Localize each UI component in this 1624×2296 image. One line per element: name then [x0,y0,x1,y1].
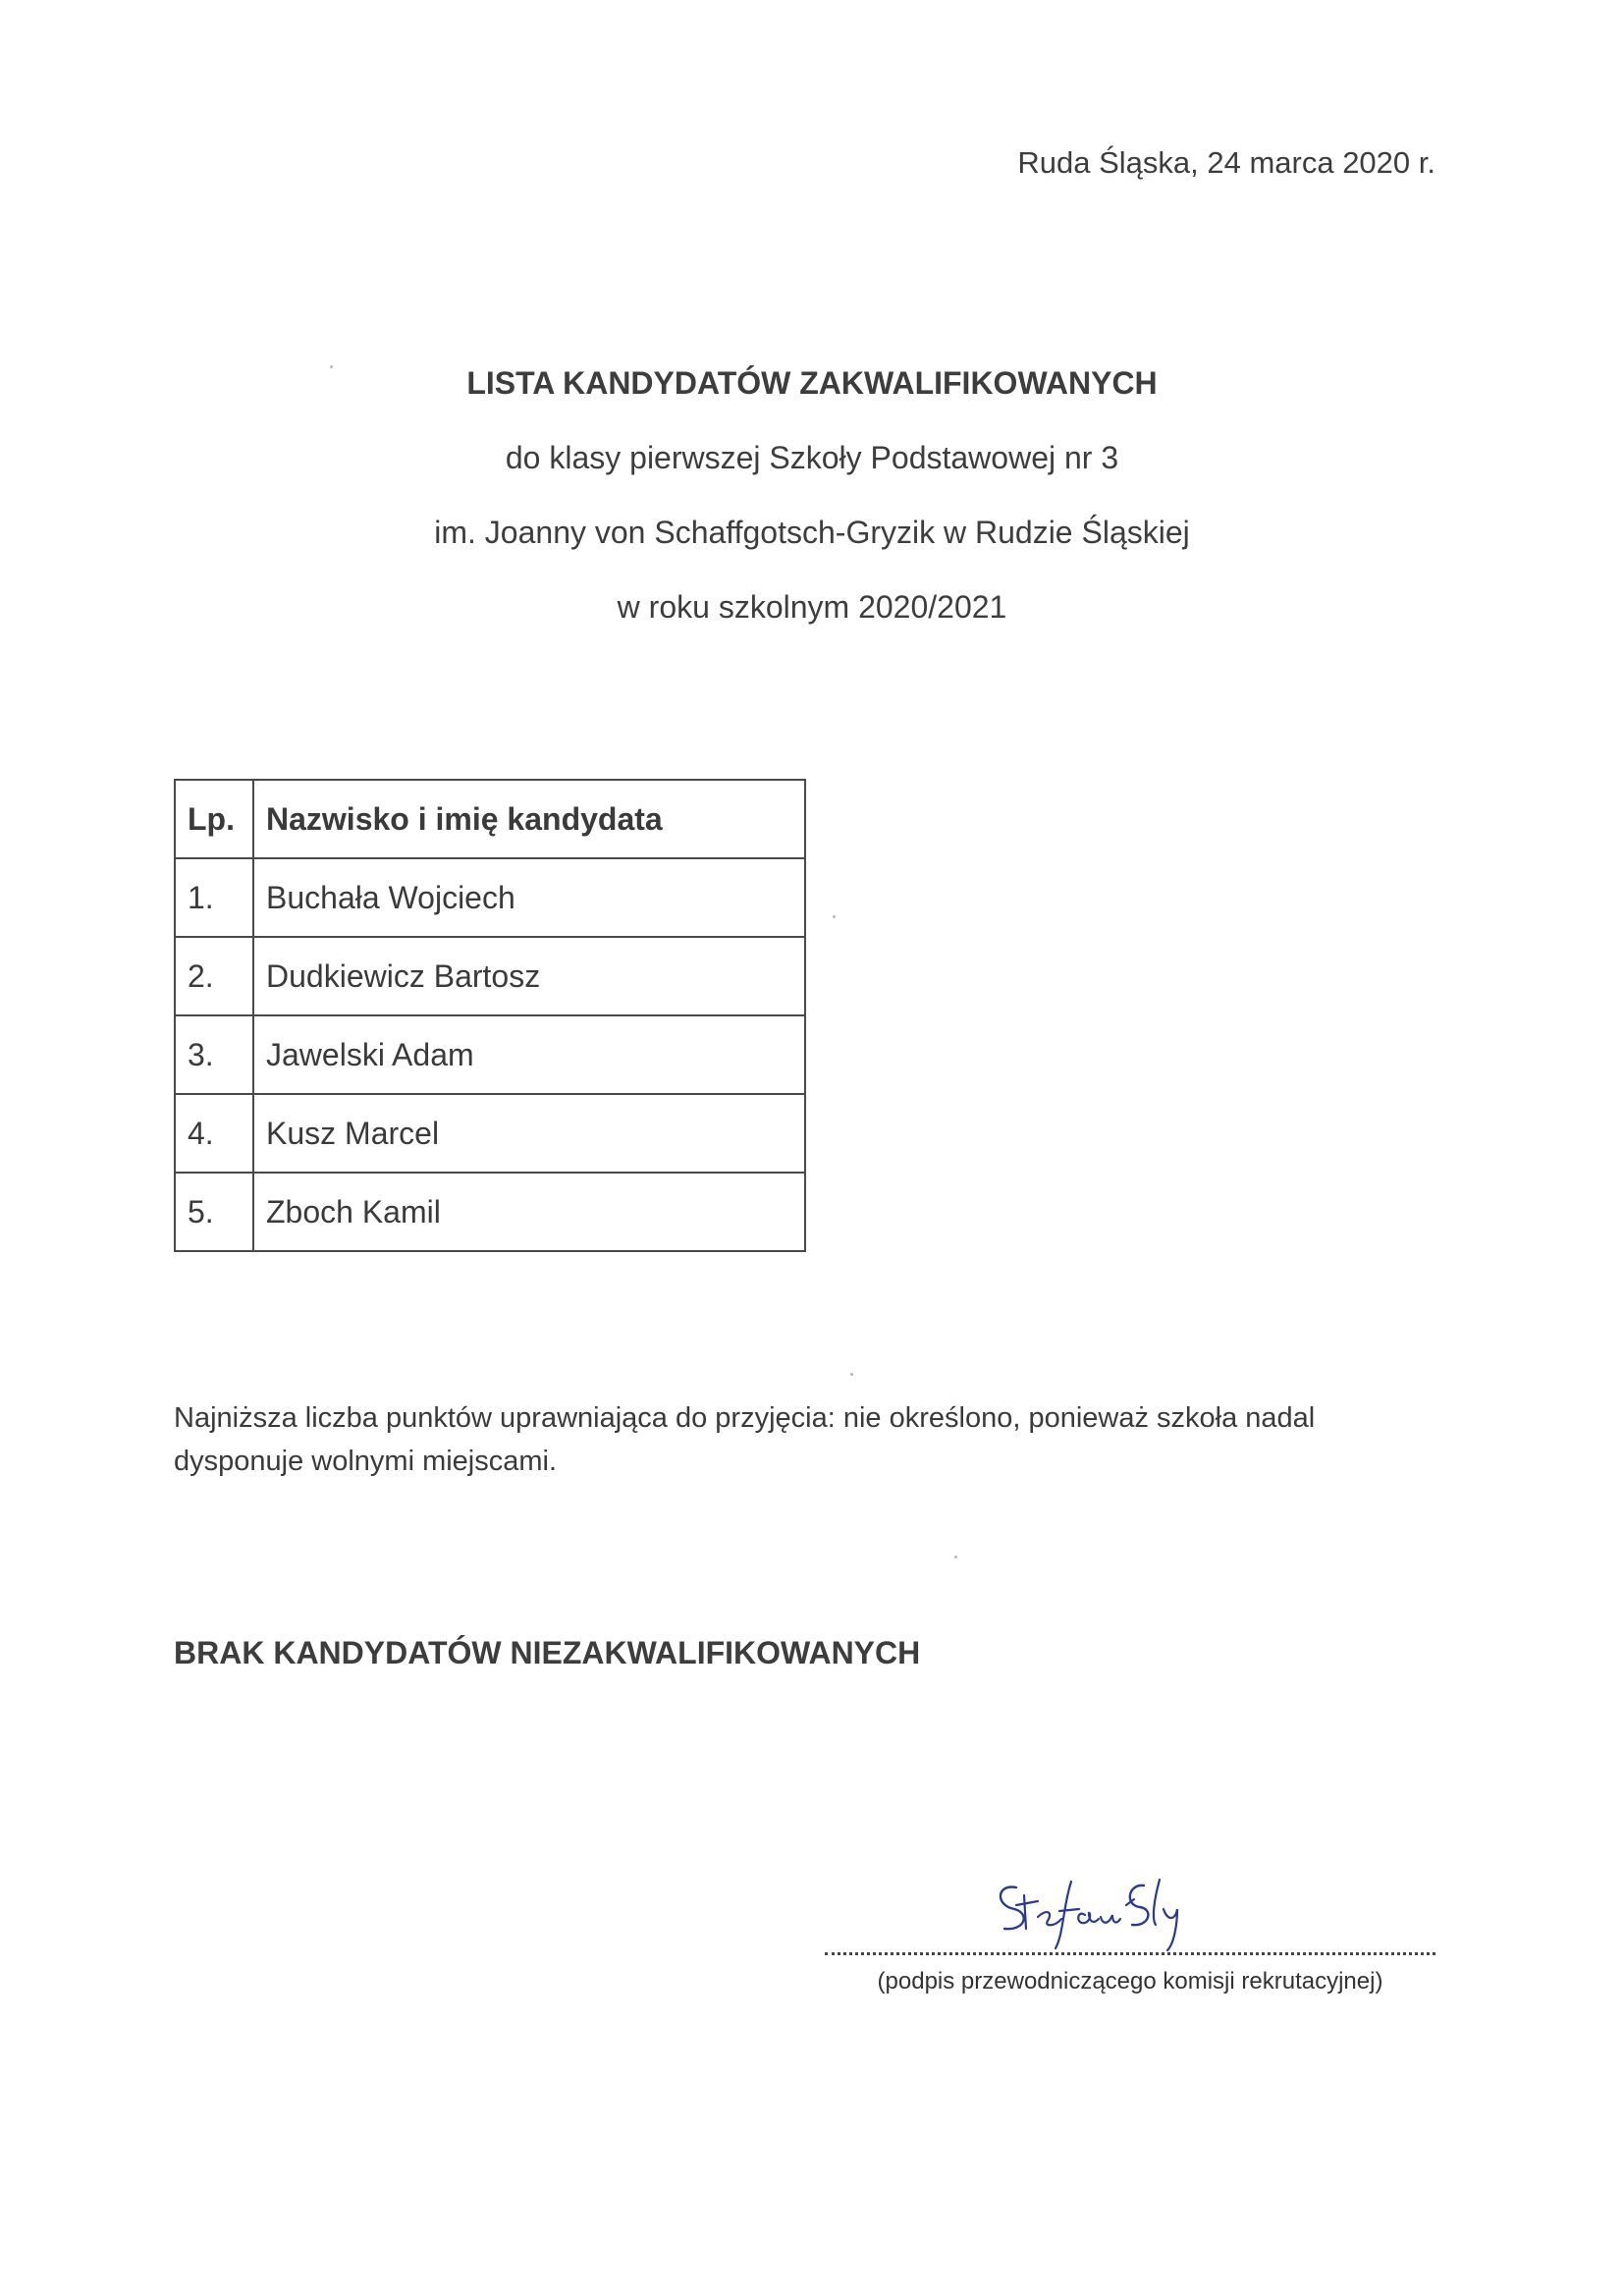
candidates-table [174,779,806,1252]
row-number: 2. [175,937,253,1015]
header-line-school: im. Joanny von Schaffgotsch-Gryzik w Rudzie Śląskiej [434,515,1190,550]
signature-block [825,1866,1435,2013]
signature-line [825,1952,1435,1955]
candidate-name: Dudkiewicz Bartosz [253,937,805,1015]
table-row [175,1094,805,1173]
table-row [175,858,805,937]
place-and-date: Ruda Śląska, 24 marca 2020 r. [1017,145,1435,180]
scan-speck [833,915,836,918]
no-rejected-candidates: BRAK KANDYDATÓW NIEZAKWALIFIKOWANYCH [174,1635,921,1670]
candidate-name: Jawelski Adam [253,1015,805,1094]
table-header-row [175,780,805,858]
scan-speck [954,1556,957,1558]
row-number: 1. [175,858,253,937]
candidate-name: Kusz Marcel [253,1094,805,1173]
row-number: 4. [175,1094,253,1173]
header-line-year: w roku szkolnym 2020/2021 [617,589,1007,625]
scan-speck [850,1373,853,1376]
signature-caption: (podpis przewodniczącego komisji rekrutacyjnej) [877,1968,1383,1995]
minimum-points-note: Najniższa liczba punktów uprawniająca do przyjęcia: nie określono, ponieważ szkoła nadal dysponuje wolnymi miejscami. [174,1402,1316,1477]
column-header-name: Nazwisko i imię kandydata [253,780,805,858]
candidate-name: Zboch Kamil [253,1173,805,1251]
table-row [175,1015,805,1094]
document-title: LISTA KANDYDATÓW ZAKWALIFIKOWANYCH [466,365,1158,401]
column-header-lp: Lp. [175,780,253,858]
row-number: 5. [175,1173,253,1251]
document-header [0,346,1624,644]
table-row [175,937,805,1015]
candidate-name: Buchała Wojciech [253,858,805,937]
handwritten-signature [987,1866,1203,1954]
header-line-class: do klasy pierwszej Szkoły Podstawowej nr 3 [505,440,1119,475]
scan-speck [330,365,333,368]
table-row [175,1173,805,1251]
row-number: 3. [175,1015,253,1094]
